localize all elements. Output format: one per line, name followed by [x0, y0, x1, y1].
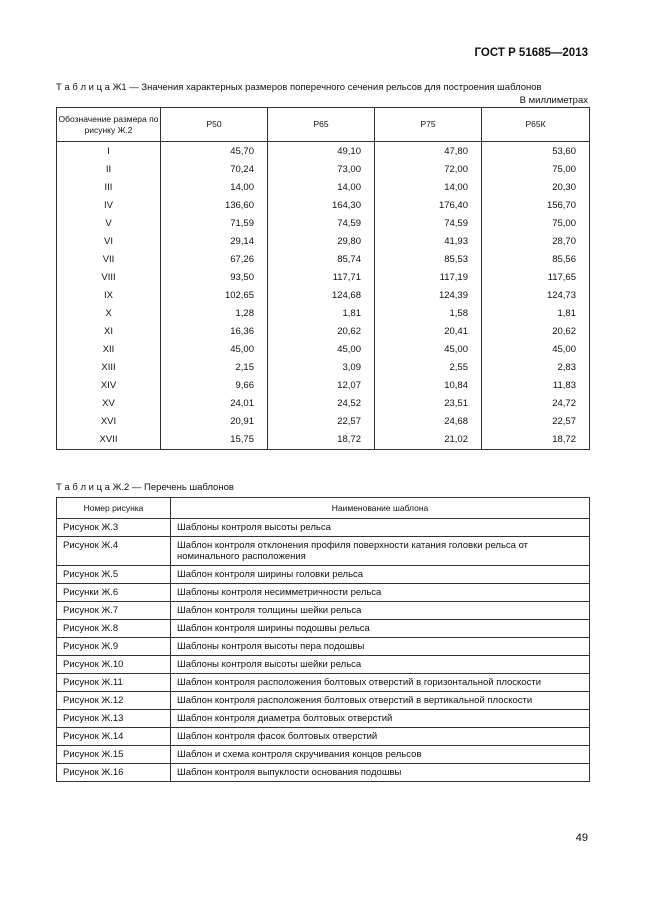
dimension-value: 15,75: [161, 431, 268, 450]
table-row: [57, 764, 590, 782]
dimension-value: 1,81: [268, 304, 375, 322]
template-name: Шаблон контроля толщины шейки рельса: [171, 602, 590, 620]
template-name: Шаблон контроля фасок болтовых отверстий: [171, 728, 590, 746]
table-row: [57, 286, 590, 304]
dimension-value: 53,60: [482, 142, 590, 161]
dimension-value: 156,70: [482, 196, 590, 214]
dimension-value: 23,51: [375, 395, 482, 413]
table-row: [57, 268, 590, 286]
figure-number: Рисунки Ж.6: [57, 584, 171, 602]
dimension-value: 2,15: [161, 359, 268, 377]
template-name: Шаблоны контроля высоты рельса: [171, 519, 590, 537]
table-row: [57, 620, 590, 638]
table-row: [57, 196, 590, 214]
templates-table: [56, 497, 590, 782]
dimension-designation: III: [57, 178, 161, 196]
dimension-value: 28,70: [482, 232, 590, 250]
dimension-designation: XV: [57, 395, 161, 413]
table-row: [57, 178, 590, 196]
table-row: [57, 674, 590, 692]
dimension-value: 45,00: [482, 341, 590, 359]
dimension-designation: II: [57, 160, 161, 178]
dimension-value: 20,41: [375, 322, 482, 340]
dimension-value: 20,91: [161, 413, 268, 431]
table-row: [57, 359, 590, 377]
table-row: [57, 710, 590, 728]
table-row: [57, 304, 590, 322]
dimension-value: 24,52: [268, 395, 375, 413]
dimension-designation: V: [57, 214, 161, 232]
dimension-value: 1,58: [375, 304, 482, 322]
dimension-designation: IV: [57, 196, 161, 214]
figure-number: Рисунок Ж.15: [57, 746, 171, 764]
dimension-value: 1,81: [482, 304, 590, 322]
table-row: [57, 395, 590, 413]
dimension-value: 85,74: [268, 250, 375, 268]
dimension-value: 124,73: [482, 286, 590, 304]
dimension-value: 73,00: [268, 160, 375, 178]
dimension-designation: VII: [57, 250, 161, 268]
dimension-value: 85,56: [482, 250, 590, 268]
dimension-value: 14,00: [161, 178, 268, 196]
dimension-value: 136,60: [161, 196, 268, 214]
figure-number: Рисунок Ж.10: [57, 656, 171, 674]
template-name: Шаблон контроля ширины подошвы рельса: [171, 620, 590, 638]
standard-number: ГОСТ Р 51685—2013: [474, 47, 588, 59]
figure-number: Рисунок Ж.14: [57, 728, 171, 746]
dimension-value: 14,00: [268, 178, 375, 196]
table-row: [57, 692, 590, 710]
template-name: Шаблон контроля ширины головки рельса: [171, 566, 590, 584]
dimension-value: 45,70: [161, 142, 268, 161]
dimension-value: 2,55: [375, 359, 482, 377]
dimension-value: 20,62: [482, 322, 590, 340]
table1-header-r50: Р50: [161, 108, 268, 142]
dimension-value: 85,53: [375, 250, 482, 268]
dimension-designation: VIII: [57, 268, 161, 286]
template-name: Шаблон контроля расположения болтовых отверстий в горизонтальной плоскости: [171, 674, 590, 692]
dimension-value: 75,00: [482, 214, 590, 232]
table2-caption: Т а б л и ц а Ж.2 — Перечень шаблонов: [56, 482, 234, 493]
table1-header-r65: Р65: [268, 108, 375, 142]
table-row: [57, 638, 590, 656]
dimension-value: 21,02: [375, 431, 482, 450]
dimension-value: 18,72: [482, 431, 590, 450]
dimension-value: 1,28: [161, 304, 268, 322]
template-name: Шаблоны контроля высоты пера подошвы: [171, 638, 590, 656]
table-row: [57, 214, 590, 232]
table-row: [57, 537, 590, 566]
dimension-designation: IX: [57, 286, 161, 304]
dimension-value: 24,01: [161, 395, 268, 413]
dimension-value: 22,57: [268, 413, 375, 431]
dimension-value: 74,59: [375, 214, 482, 232]
dimension-designation: XVI: [57, 413, 161, 431]
dimension-value: 74,59: [268, 214, 375, 232]
dimension-value: 93,50: [161, 268, 268, 286]
table1-header-designation: Обозначение размера по рисунку Ж.2: [57, 108, 161, 142]
table-row: [57, 413, 590, 431]
table1-caption: Т а б л и ц а Ж1 — Значения характерных размеров поперечного сечения рельсов для построения шаблонов: [56, 82, 542, 93]
table-row: [57, 322, 590, 340]
table-row: [57, 728, 590, 746]
dimension-value: 12,07: [268, 377, 375, 395]
table-row: [57, 566, 590, 584]
template-name: Шаблон и схема контроля скручивания концов рельсов: [171, 746, 590, 764]
table1-header-row: [57, 108, 590, 142]
dimension-value: 75,00: [482, 160, 590, 178]
figure-number: Рисунок Ж.8: [57, 620, 171, 638]
figure-number: Рисунок Ж.5: [57, 566, 171, 584]
dimension-value: 176,40: [375, 196, 482, 214]
dimension-value: 117,65: [482, 268, 590, 286]
dimension-value: 67,26: [161, 250, 268, 268]
figure-number: Рисунок Ж.11: [57, 674, 171, 692]
dimension-value: 18,72: [268, 431, 375, 450]
dimension-value: 3,09: [268, 359, 375, 377]
dimension-value: 45,00: [375, 341, 482, 359]
table-row: [57, 519, 590, 537]
dimension-value: 29,14: [161, 232, 268, 250]
dimension-designation: XII: [57, 341, 161, 359]
table2-header-number: Номер рисунка: [57, 498, 171, 519]
table-row: [57, 232, 590, 250]
dimension-designation: VI: [57, 232, 161, 250]
table-row: [57, 250, 590, 268]
dimension-value: 102,65: [161, 286, 268, 304]
table-row: [57, 584, 590, 602]
template-name: Шаблон контроля диаметра болтовых отверстий: [171, 710, 590, 728]
dimension-value: 14,00: [375, 178, 482, 196]
table-row: [57, 377, 590, 395]
dimension-value: 20,30: [482, 178, 590, 196]
dimension-value: 41,93: [375, 232, 482, 250]
template-name: Шаблон контроля выпуклости основания подошвы: [171, 764, 590, 782]
dimension-designation: X: [57, 304, 161, 322]
dimension-value: 70,24: [161, 160, 268, 178]
table-row: [57, 656, 590, 674]
dimension-value: 124,68: [268, 286, 375, 304]
dimension-value: 10,84: [375, 377, 482, 395]
dimension-value: 47,80: [375, 142, 482, 161]
figure-number: Рисунок Ж.13: [57, 710, 171, 728]
dimension-value: 117,71: [268, 268, 375, 286]
table-row: [57, 746, 590, 764]
dimension-value: 9,66: [161, 377, 268, 395]
template-name: Шаблоны контроля несимметричности рельса: [171, 584, 590, 602]
dimension-value: 164,30: [268, 196, 375, 214]
dimension-value: 71,59: [161, 214, 268, 232]
figure-number: Рисунок Ж.7: [57, 602, 171, 620]
dimension-value: 72,00: [375, 160, 482, 178]
figure-number: Рисунок Ж.4: [57, 537, 171, 566]
dimension-value: 45,00: [161, 341, 268, 359]
table-row: [57, 602, 590, 620]
table2-header-row: [57, 498, 590, 519]
dimension-value: 20,62: [268, 322, 375, 340]
dimension-designation: XI: [57, 322, 161, 340]
figure-number: Рисунок Ж.9: [57, 638, 171, 656]
table-row: [57, 160, 590, 178]
template-name: Шаблоны контроля высоты шейки рельса: [171, 656, 590, 674]
dimension-value: 124,39: [375, 286, 482, 304]
dimension-value: 29,80: [268, 232, 375, 250]
dimension-value: 11,83: [482, 377, 590, 395]
template-name: Шаблон контроля отклонения профиля поверхности катания головки рельса от номинального расположения: [171, 537, 590, 566]
dimension-value: 24,72: [482, 395, 590, 413]
dimension-designation: XIII: [57, 359, 161, 377]
table2-header-name: Наименование шаблона: [171, 498, 590, 519]
dimension-designation: XVII: [57, 431, 161, 450]
dimension-designation: XIV: [57, 377, 161, 395]
table-row: [57, 341, 590, 359]
dimension-value: 24,68: [375, 413, 482, 431]
dimension-value: 49,10: [268, 142, 375, 161]
dimension-value: 2,83: [482, 359, 590, 377]
dimension-value: 45,00: [268, 341, 375, 359]
figure-number: Рисунок Ж.3: [57, 519, 171, 537]
dimension-value: 117,19: [375, 268, 482, 286]
table1-units: В миллиметрах: [519, 95, 588, 106]
table-row: [57, 142, 590, 161]
table1-header-r75: Р75: [375, 108, 482, 142]
table1-header-r65k: Р65К: [482, 108, 590, 142]
dimensions-table: [56, 107, 590, 450]
dimension-value: 16,36: [161, 322, 268, 340]
figure-number: Рисунок Ж.12: [57, 692, 171, 710]
table-row: [57, 431, 590, 450]
figure-number: Рисунок Ж.16: [57, 764, 171, 782]
page-number: 49: [575, 832, 588, 844]
template-name: Шаблон контроля расположения болтовых отверстий в вертикальной плоскости: [171, 692, 590, 710]
dimension-designation: I: [57, 142, 161, 161]
dimension-value: 22,57: [482, 413, 590, 431]
